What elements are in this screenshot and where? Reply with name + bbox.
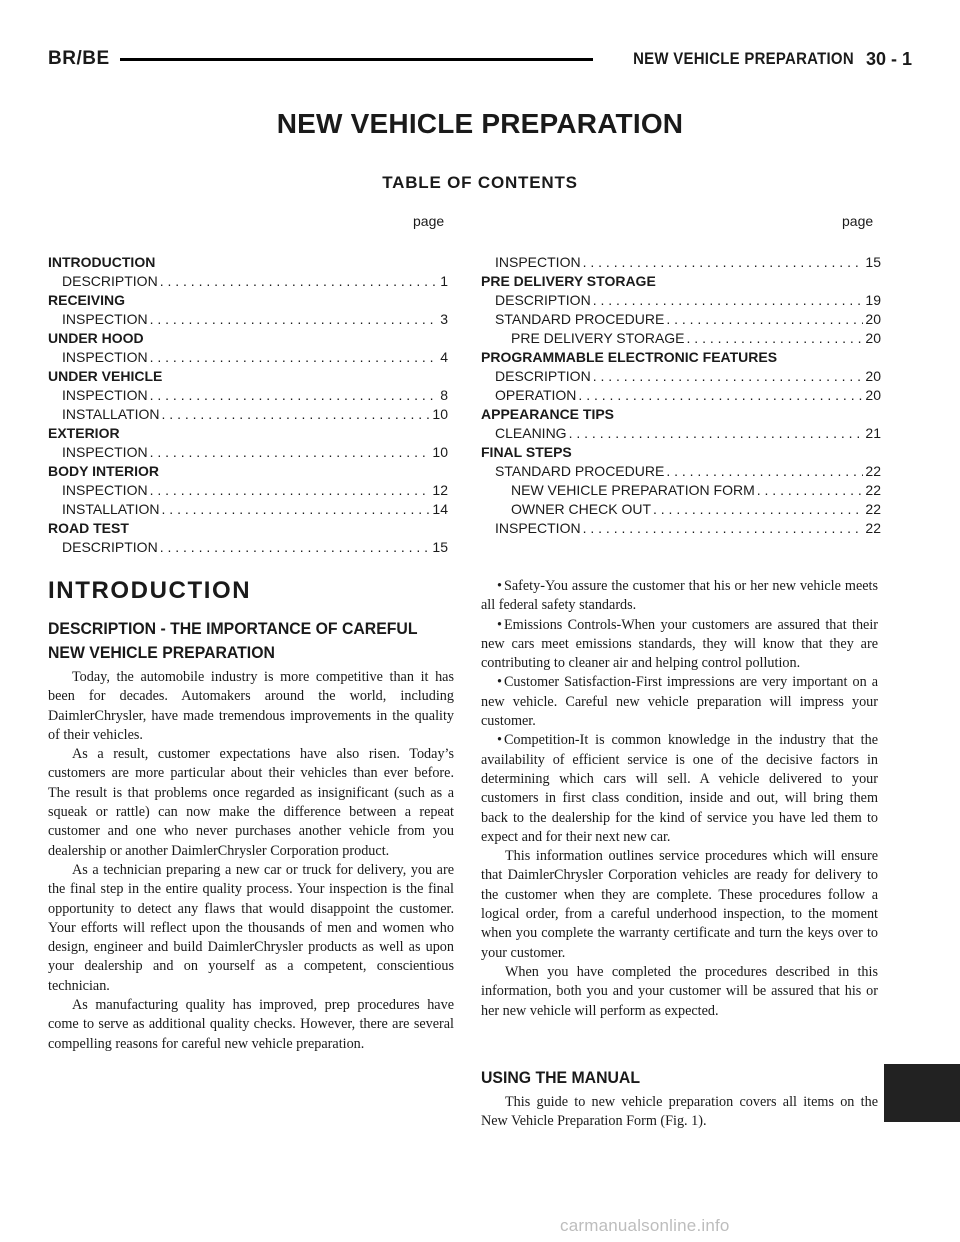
toc-entry-label: DESCRIPTION: [62, 273, 158, 289]
toc-entry-label: INSTALLATION: [62, 406, 160, 422]
toc-entry-label: INSTALLATION: [62, 501, 160, 517]
paragraph: This guide to new vehicle preparation covers all items on the New Vehicle Preparation Form (Fig. 1).: [481, 1094, 878, 1130]
toc-entry: [48, 481, 448, 500]
toc-entry-page: 22: [865, 463, 881, 479]
using-manual-body: [481, 1093, 878, 1132]
toc-dot-leader: [664, 462, 863, 481]
toc-entry-label: INTRODUCTION: [48, 254, 156, 270]
toc-section: [48, 291, 448, 310]
toc-section: [48, 424, 448, 443]
toc-entry-label: PRE DELIVERY STORAGE: [481, 273, 656, 289]
page-header: [48, 44, 912, 74]
toc-entry-label: INSPECTION: [62, 482, 148, 498]
page-number: 30 - 1: [865, 48, 912, 69]
toc-dot-leader: [567, 424, 864, 443]
toc-entry: [481, 310, 881, 329]
toc-entry-label: APPEARANCE TIPS: [481, 406, 615, 422]
toc-dot-leader: [148, 481, 431, 500]
toc-entry-page: 19: [865, 292, 881, 308]
toc-entry-label: RECEIVING: [48, 292, 126, 308]
toc-dot-leader: [148, 386, 439, 405]
bullet-item: • Safety-You assure the customer that his or her new vehicle meets all federal safety standards.: [481, 577, 878, 616]
toc-entry-label: INSPECTION: [495, 520, 581, 536]
toc-entry-label: INSPECTION: [62, 311, 148, 327]
toc-entry: [481, 329, 881, 348]
intro-right-column: [481, 577, 878, 1021]
toc-entry-page: 10: [432, 406, 448, 422]
toc-entry: [48, 538, 448, 557]
toc-entry-label: UNDER VEHICLE: [48, 368, 163, 384]
toc-entry-page: 12: [432, 482, 448, 498]
section-thumb-tab: [884, 1064, 960, 1122]
intro-left-column: [48, 668, 454, 1054]
toc-entry: [48, 272, 448, 291]
toc-section: [481, 443, 881, 462]
using-manual-heading: USING THE MANUAL: [481, 1068, 640, 1087]
toc-entry: [48, 443, 448, 462]
toc-entry-label: BODY INTERIOR: [48, 463, 159, 479]
toc-entry: [48, 310, 448, 329]
toc-entry-page: 22: [865, 482, 881, 498]
toc-entry-page: 22: [865, 501, 881, 517]
paragraph: As manufacturing quality has improved, prep procedures have come to serve as additional quality checks. However, there are several compelling reasons for careful new vehicle preparation.: [48, 997, 454, 1052]
toc-entry: [48, 405, 448, 424]
toc-entry-label: OPERATION: [495, 387, 577, 403]
toc-section: [481, 272, 881, 291]
toc-entry-label: PROGRAMMABLE ELECTRONIC FEATURES: [481, 349, 778, 365]
toc-entry: [481, 367, 881, 386]
bullet-item: • Emissions Controls-When your customers are assured that their new cars meet emissions standards, they will know that they are contributing to cleaner air and helping control pollution.: [481, 616, 878, 674]
toc-dot-leader: [158, 272, 439, 291]
toc-section: [48, 329, 448, 348]
toc-dot-leader: [591, 291, 864, 310]
toc-entry-page: 1: [440, 273, 448, 289]
paragraph: Today, the automobile industry is more competitive than it has been for decades. Automakers around the world, including DaimlerChrysler, have made tremendous improvements in the quality of their vehicles.: [48, 669, 454, 743]
toc-dot-leader: [755, 481, 864, 500]
toc-entry-label: OWNER CHECK OUT: [511, 501, 651, 517]
paragraph: As a technician preparing a new car or truck for delivery, you are the final step in the entire quality process. Your inspection is the final opportunity to detect any flaws that would disappoint the customer. Your efforts will reflect upon the thousands of men and women who design, engineer and build DaimlerChrysler products as well as upon your dealership and on yourself as a competent, conscientious technician.: [48, 861, 454, 994]
toc-entry: [481, 462, 881, 481]
toc-entry-label: NEW VEHICLE PREPARATION FORM: [511, 482, 755, 498]
bullet-item: • Customer Satisfaction-First impressions are very important on a new vehicle. Careful new vehicle preparation will impress your customer.: [481, 673, 878, 731]
toc-entry: [48, 348, 448, 367]
toc-entry-page: 3: [440, 311, 448, 327]
toc-entry-label: DESCRIPTION: [62, 539, 158, 555]
paragraph: This information outlines service procedures which will ensure that DaimlerChrysler Corporation vehicles are ready for delivery to the customer when they are complete. These procedures follow a logical order, from a careful underhood inspection, to the moment when you complete the warranty certificate and turn the keys over to your customer.: [481, 848, 878, 961]
toc-left-column: [48, 253, 448, 557]
toc-entry-page: 8: [440, 387, 448, 403]
toc-dot-leader: [148, 348, 439, 367]
toc-entry-page: 14: [432, 501, 448, 517]
toc-entry-page: 21: [865, 425, 881, 441]
toc-entry-page: 20: [865, 387, 881, 403]
toc-entry-label: INSPECTION: [62, 387, 148, 403]
toc-entry-label: INSPECTION: [495, 254, 581, 270]
toc-heading: TABLE OF CONTENTS: [382, 173, 578, 192]
toc-entry-label: DESCRIPTION: [495, 368, 591, 384]
paragraph: As a result, customer expectations have also risen. Today’s customers are more particular about their vehicles than ever before. The result is that problems once regarded as insignificant (such as a squeak or rattle) can now make the difference between a repeat customer and one who never purchases another vehicle from you dealership or another DaimlerChrysler Corporation product.: [48, 746, 454, 859]
toc-entry-page: 15: [432, 539, 448, 555]
toc-entry-label: INSPECTION: [62, 349, 148, 365]
toc-page-label-left: page: [413, 213, 445, 229]
toc-dot-leader: [581, 253, 864, 272]
toc-entry: [48, 386, 448, 405]
toc-entry: [481, 519, 881, 538]
section-name: NEW VEHICLE PREPARATION: [633, 49, 854, 68]
toc-page-label-right: page: [842, 213, 874, 229]
toc-dot-leader: [664, 310, 863, 329]
toc-entry: [481, 386, 881, 405]
toc-entry-label: DESCRIPTION: [495, 292, 591, 308]
toc-right-column: [481, 253, 881, 538]
model-code: BR/BE: [48, 48, 110, 69]
toc-entry-label: PRE DELIVERY STORAGE: [511, 330, 685, 346]
toc-entry-label: EXTERIOR: [48, 425, 120, 441]
toc-dot-leader: [685, 329, 864, 348]
toc-entry-label: ROAD TEST: [48, 520, 129, 536]
toc-dot-leader: [148, 310, 439, 329]
header-rule: [120, 58, 593, 61]
toc-section: [48, 462, 448, 481]
toc-dot-leader: [591, 367, 864, 386]
bullet-item: • Competition-It is common knowledge in the industry that the availability of efficient service is one of the decisive factors in determining which cars will sell. A vehicle delivered to your customers in first class condition, inside and out, will bring them back to the dealership for the kind of service you have led them to expect and for their next new car.: [481, 731, 878, 847]
toc-dot-leader: [148, 443, 431, 462]
watermark: carmanualsonline.info: [560, 1216, 730, 1235]
toc-entry-page: 10: [432, 444, 448, 460]
paragraph: When you have completed the procedures described in this information, both you and your customer will be assured that his or her new vehicle will perform as expected.: [481, 963, 878, 1019]
toc-dot-leader: [158, 538, 431, 557]
toc-entry-page: 15: [865, 254, 881, 270]
toc-dot-leader: [651, 500, 863, 519]
toc-section: [481, 348, 881, 367]
toc-entry-page: 4: [440, 349, 448, 365]
toc-section: [48, 519, 448, 538]
toc-entry: [481, 481, 881, 500]
toc-entry-label: STANDARD PROCEDURE: [495, 463, 665, 479]
toc-entry: [481, 253, 881, 272]
toc-section: [48, 253, 448, 272]
toc-entry: [481, 291, 881, 310]
toc-entry-label: INSPECTION: [62, 444, 148, 460]
toc-entry-label: CLEANING: [495, 425, 567, 441]
toc-entry-label: UNDER HOOD: [48, 330, 144, 346]
toc-entry-page: 20: [865, 330, 881, 346]
toc-entry-label: STANDARD PROCEDURE: [495, 311, 665, 327]
toc-entry-page: 20: [865, 368, 881, 384]
toc-dot-leader: [576, 386, 863, 405]
toc-entry-label: FINAL STEPS: [481, 444, 572, 460]
toc-entry: [481, 500, 881, 519]
introduction-heading: INTRODUCTION: [48, 577, 252, 604]
toc-entry: [48, 500, 448, 519]
page-title: NEW VEHICLE PREPARATION: [276, 108, 684, 139]
toc-entry-page: 20: [865, 311, 881, 327]
toc-dot-leader: [160, 405, 431, 424]
toc-dot-leader: [581, 519, 864, 538]
toc-section: [48, 367, 448, 386]
toc-entry-page: 22: [865, 520, 881, 536]
description-heading: DESCRIPTION - THE IMPORTANCE OF CAREFUL NEW VEHICLE PREPARATION: [48, 619, 418, 662]
toc-entry: [481, 424, 881, 443]
toc-dot-leader: [160, 500, 431, 519]
toc-section: [481, 405, 881, 424]
